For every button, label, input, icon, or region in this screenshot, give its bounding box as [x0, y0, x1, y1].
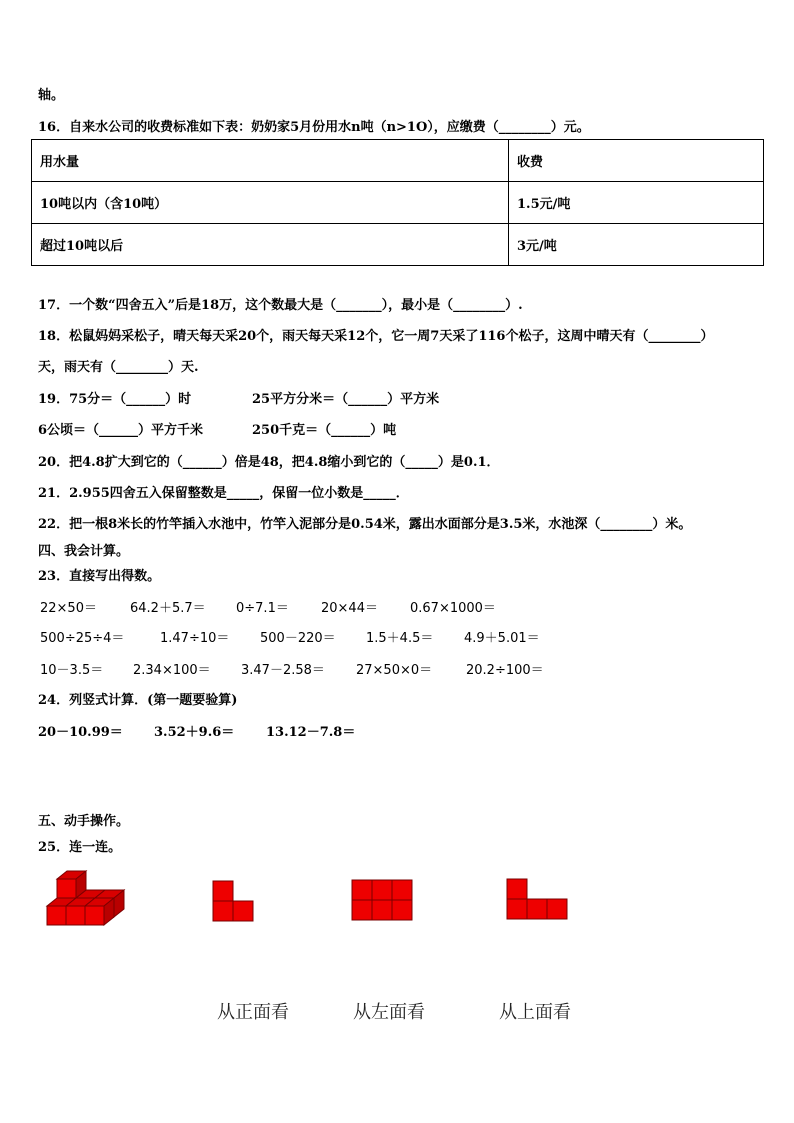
question-19-a: 19．75分＝（______）时 — [38, 392, 192, 407]
cube-stack-figure — [45, 868, 127, 928]
calc-item: 500－220＝ — [260, 631, 336, 646]
view-label-top[interactable]: 从上面看 — [499, 1002, 571, 1023]
calc-item: 4.9＋5.01＝ — [464, 631, 540, 646]
table-cell: 超过10吨以后 — [32, 224, 509, 266]
table-cell: 1.5元/吨 — [509, 182, 764, 224]
water-fee-table — [31, 139, 764, 266]
calc-item: 2.34×100＝ — [133, 663, 211, 678]
calc-item: 27×50×0＝ — [356, 663, 433, 678]
section-5-heading: 五、动手操作。 — [38, 814, 130, 829]
question-24: 24．列竖式计算．(第一题要验算) — [38, 693, 238, 708]
table-header-cell: 收费 — [509, 140, 764, 182]
question-23: 23．直接写出得数。 — [38, 569, 161, 584]
calc-item: 20.2÷100＝ — [466, 663, 544, 678]
table-cell: 10吨以内（含10吨） — [32, 182, 509, 224]
question-19-c: 6公顷＝（______）平方千米 — [38, 423, 204, 438]
calc-item: 500÷25÷4＝ — [40, 631, 125, 646]
calc-item: 22×50＝ — [40, 601, 97, 616]
view-label-front[interactable]: 从正面看 — [217, 1002, 289, 1023]
question-19-d: 250千克＝（______）吨 — [252, 423, 397, 438]
question-19-b: 25平方分米＝（______）平方米 — [252, 392, 440, 407]
question-22: 22．把一根8米长的竹竿插入水池中，竹竿入泥部分是0.54米，露出水面部分是3.5米，水池深（________）米。 — [38, 517, 692, 532]
view-label-left[interactable]: 从左面看 — [353, 1002, 425, 1023]
line-axis-tail: 轴。 — [38, 88, 65, 103]
calc-item: 1.5＋4.5＝ — [366, 631, 434, 646]
calc-item: 10－3.5＝ — [40, 663, 104, 678]
calc-item: 1.47÷10＝ — [160, 631, 230, 646]
table-header-cell: 用水量 — [32, 140, 509, 182]
calc-item: 64.2＋5.7＝ — [130, 601, 206, 616]
calc-item: 0.67×1000＝ — [410, 601, 496, 616]
question-18-line2: 天，雨天有（________）天. — [38, 360, 199, 375]
calc-item: 0÷7.1＝ — [236, 601, 289, 616]
table-row — [32, 224, 764, 266]
left-view-figure — [351, 879, 413, 921]
calc-item: 20×44＝ — [321, 601, 378, 616]
front-view-figure — [212, 880, 256, 922]
table-row — [32, 182, 764, 224]
top-view-figure — [506, 878, 570, 920]
question-18-line1: 18．松鼠妈妈采松子，晴天每天采20个，雨天每天采12个，它一周7天采了116个松子，这周中晴天有（________） — [38, 329, 714, 344]
vertical-calc-item: 3.52＋9.6＝ — [154, 725, 235, 740]
section-4-heading: 四、我会计算。 — [38, 544, 130, 559]
vertical-calc-item: 13.12－7.8＝ — [266, 725, 356, 740]
question-20: 20．把4.8扩大到它的（______）倍是48，把4.8缩小到它的（_____）是0.1． — [38, 455, 500, 470]
question-16: 16．自来水公司的收费标准如下表：奶奶家5月份用水n吨（n>1O），应缴费（________）元。 — [38, 120, 590, 135]
question-25: 25．连一连。 — [38, 840, 122, 855]
vertical-calc-item: 20－10.99＝ — [38, 725, 123, 740]
table-cell: 3元/吨 — [509, 224, 764, 266]
calc-item: 3.47－2.58＝ — [241, 663, 325, 678]
table-header-row — [32, 140, 764, 182]
question-21: 21．2.955四舍五入保留整数是_____，保留一位小数是_____． — [38, 486, 409, 501]
question-17: 17．一个数“四舍五入”后是18万，这个数最大是（_______），最小是（________）. — [38, 298, 523, 313]
